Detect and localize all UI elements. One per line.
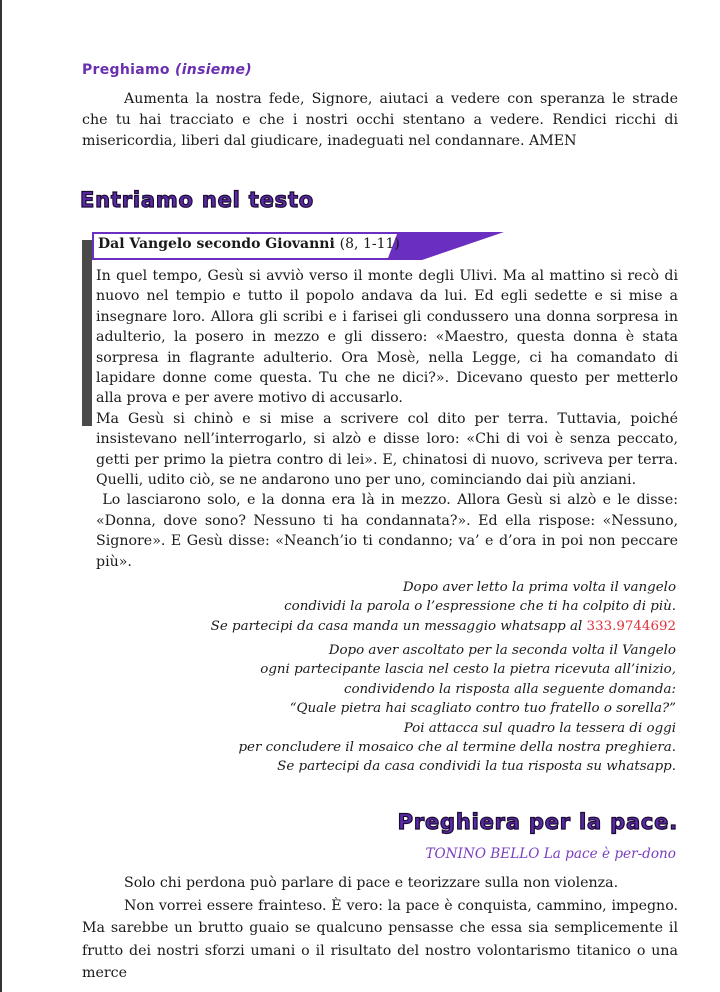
heading-entriamo: Entriamo nel testo [80,188,315,212]
gospel-paragraph: In quel tempo, Gesù si avviò verso il monte degli Ulivi. Ma al mattino si recò di nuovo nel tempio e tutto il popolo andava da lui. Ed egli sedette e si mise a insegnare loro. Allora gli scribi e i farisei gli condussero una donna sorpresa in adulterio, la posero in mezzo e gli dissero: «Maestro, questa donna è stata sorpresa in flagrante adulterio. Ora Mosè, nella Legge, ci ha comandato di lapidare donne come questa. Tu che ne dici?». Dicevano questo per metterlo alla prova e per avere motivo di accusarlo. [96,268,678,407]
instruction-line: Dopo aver letto la prima volta il vangelo [402,580,676,595]
heading-preghiera-pace: Preghiera per la pace. [397,810,678,834]
instructions-second-reading [116,641,676,777]
instruction-text: Se partecipi da casa manda un messaggio whatsapp al [210,618,583,634]
gospel-source-title: Dal Vangelo secondo Giovanni [98,236,335,252]
whatsapp-phone-number: 333.9744692 [586,618,676,634]
closing-paragraph: Solo chi perdona può parlare di pace e teorizzare sulla non violenza. [124,875,619,891]
heading-preghiamo-main: Preghiamo [82,62,170,78]
gospel-paragraph: Ma Gesù si chinò e si mise a scrivere col dito per terra. Tuttavia, poiché insistevano nell’interrogarlo, si alzò e disse loro: «Chi di voi è senza peccato, getti per primo la pietra contro di lei». E, chinatosi di nuovo, scriveva per terra. Quelli, udito ciò, se ne andarono uno per uno, cominciando dai più anziani. [96,410,678,489]
instruction-line: ogni partecipante lascia nel cesto la pietra ricevuta all’inizio, [260,662,676,678]
instruction-question: “Quale pietra hai scagliato contro tuo fratello o sorella?” [289,701,676,717]
gospel-paragraph: Lo lasciarono solo, e la donna era là in mezzo. Allora Gesù si alzò e le disse: «Donna, dove sono? Nessuno ti ha condannata?». Ed ella rispose: «Nessuno, Signore». E Gesù disse: «Neanch’io ti condanno; va’ e d’ora in poi non peccare più». [96,492,683,570]
opening-prayer-text: Aumenta la nostra fede, Signore, aiutaci a vedere con speranza le strade che tu hai tracciato e che i nostri occhi stentano a vedere. Rendici ricchi di misericordia, liberi dal giudicare, inadeguati nel condannare. AMEN [82,91,678,149]
instruction-line [116,617,676,636]
instruction-line: condividendo la risposta alla seguente domanda: [343,681,676,697]
instruction-line: condividi la parola o l’espressione che ti ha colpito di più. [284,599,676,615]
instruction-line: Se partecipi da casa condividi la tua risposta su whatsapp. [277,759,676,775]
closing-text [82,872,678,985]
closing-paragraph: Non vorrei essere frainteso. È vero: la pace è conquista, cammino, impegno. Ma sarebbe un brutto guaio se qualcuno pensasse che essa sia semplicemente il frutto dei nostri sforzi umani o il risultato del nostro volontarismo titanico o una merce [82,897,678,981]
gospel-shadow-bar [82,240,92,426]
instruction-line: Dopo aver ascoltato per la seconda volta il Vangelo [328,643,676,658]
gospel-source-ref: (8, 1-11) [339,236,400,252]
author-line: TONINO BELLO La pace è per-dono [425,846,676,862]
heading-preghiamo-italic: (insieme) [175,62,252,78]
instruction-line: per concludere il mosaico che al termine della nostra preghiera. [238,740,676,756]
gospel-text [96,266,683,572]
heading-preghiamo [82,62,252,78]
opening-prayer [82,89,678,152]
gospel-source [98,236,400,252]
instructions-first-reading [116,578,676,636]
instruction-line: Poi attacca sul quadro la tessera di oggi [403,720,676,736]
